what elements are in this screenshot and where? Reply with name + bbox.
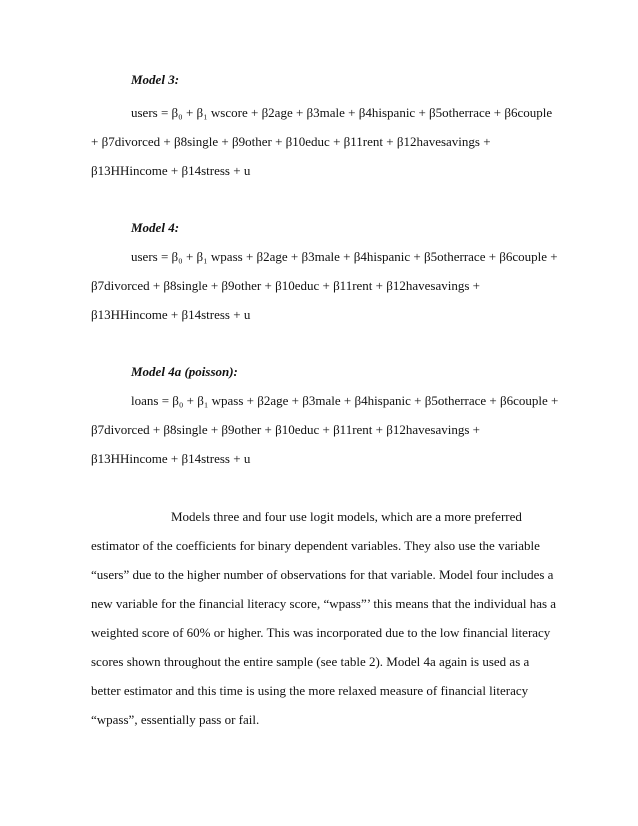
model4-equation-line-2: β7divorced + β8single + β9other + β10educ + β11rent + β12havesavings + (91, 278, 480, 293)
model4-equation-line-3: β13HHincome + β14stress + u (91, 307, 251, 322)
model3-equation-line-3: β13HHincome + β14stress + u (91, 163, 251, 178)
model4a-heading: Model 4a (poisson): (131, 364, 238, 379)
model4a-equation-line-2: β7divorced + β8single + β9other + β10educ + β11rent + β12havesavings + (91, 422, 480, 437)
paragraph-line-1: Models three and four use logit models, which are a more preferred (171, 509, 522, 524)
model4a-equation-line-3: β13HHincome + β14stress + u (91, 451, 251, 466)
paragraph-line-4: new variable for the financial literacy score, “wpass”’ this means that the individual has a (91, 596, 557, 611)
paragraph-line-3: “users” due to the higher number of observations for that variable. Model four includes a (91, 567, 554, 582)
model4a-equation-line-1: loans = β₀ + β₁ wpass + β2age + β3male + β4hispanic + β5otherrace + β6couple + (131, 393, 559, 408)
model4-heading: Model 4: (131, 220, 180, 235)
model4-equation-line-1: users = β₀ + β₁ wpass + β2age + β3male + β4hispanic + β5otherrace + β6couple + (131, 249, 558, 264)
paragraph-line-6: scores shown throughout the entire sample (see table 2). Model 4a again is used as a (91, 654, 530, 669)
model3-equation-line-1: users = β₀ + β₁ wscore + β2age + β3male + β4hispanic + β5otherrace + β6couple (131, 105, 553, 120)
paragraph-line-2: estimator of the coefficients for binary dependent variables. They also use the variable (91, 538, 540, 553)
model3-equation-line-2: + β7divorced + β8single + β9other + β10educ + β11rent + β12havesavings + (91, 134, 491, 149)
model3-heading: Model 3: (131, 72, 180, 87)
paragraph-line-5: weighted score of 60% or higher. This was incorporated due to the low financial literacy (91, 625, 551, 640)
paragraph-line-7: better estimator and this time is using the more relaxed measure of financial literacy (91, 683, 529, 698)
paragraph-line-8: “wpass”, essentially pass or fail. (91, 712, 260, 727)
